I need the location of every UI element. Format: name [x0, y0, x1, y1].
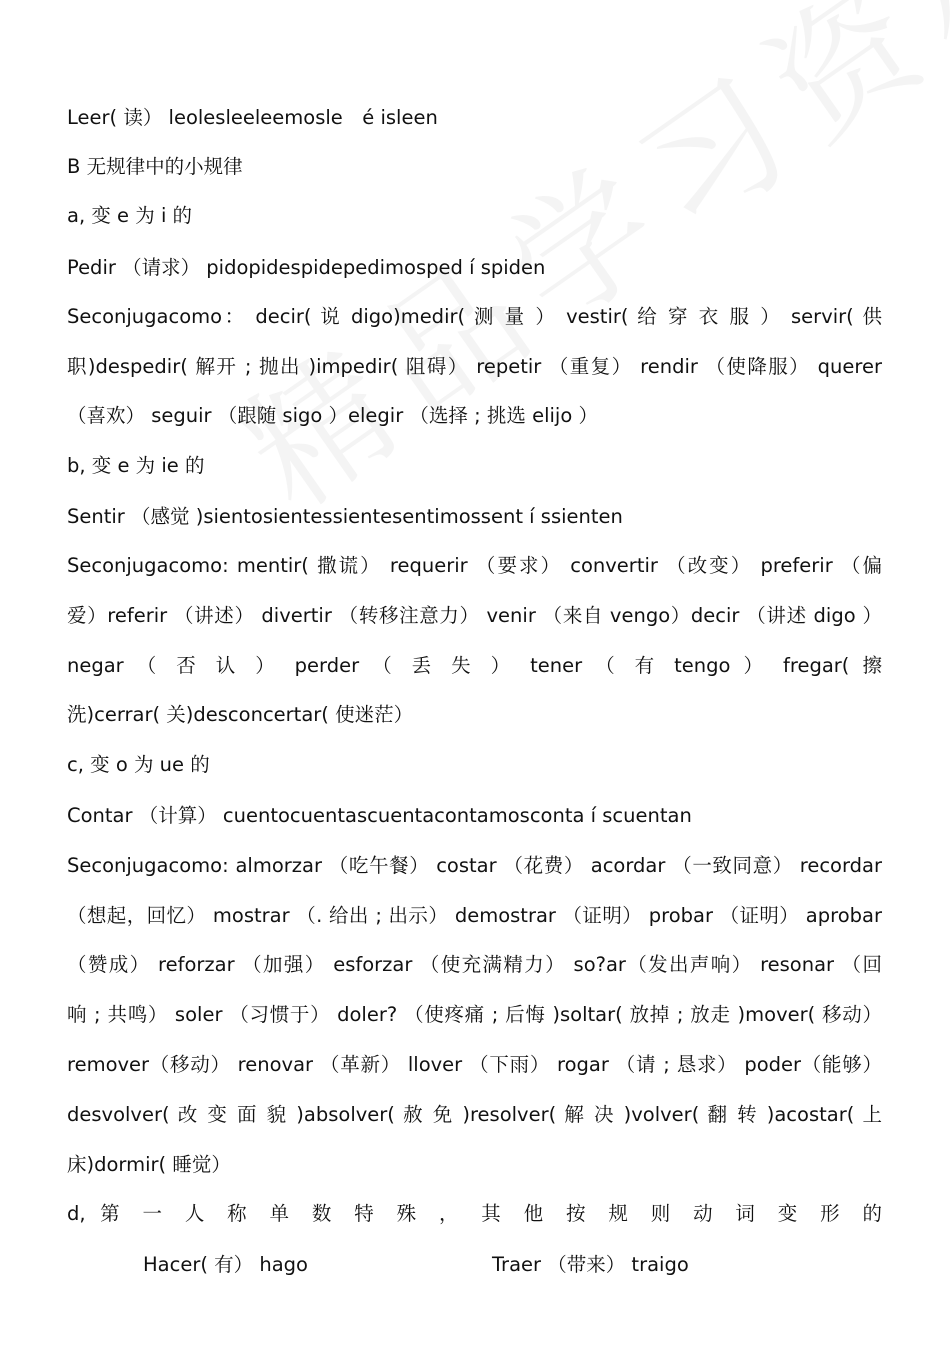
conjugate-list-b-line-3: negar （ 否 认 ） perder （ 丢 失 ） tener （ 有 tengo ） fregar( 擦 [67, 654, 882, 677]
verb-leer-line: Leer( 读） leolesleeleemosle é isleen [67, 106, 438, 129]
conjugate-list-c-line-4: 响 ; 共鸣） soler （习惯于） doler? （使疼痛 ; 后悔 )soltar( 放掉 ; 放走 )mover( 移动） [67, 1003, 882, 1026]
example-traer: Traer （带来） traigo [492, 1253, 689, 1276]
conjugate-list-c-line-3: （赞成） reforzar （加强） esforzar （使充满精力） so?ar（发出声响） resonar （回 [67, 953, 882, 976]
verb-contar-line: Contar （计算） cuentocuentascuentacontamosconta í scuentan [67, 804, 692, 827]
conjugate-list-b-line-2: 爱）referir （讲述） divertir （转移注意力） venir （来自 vengo）decir （讲述 digo ） [67, 604, 882, 627]
conjugate-list-a-line-3: （喜欢） seguir （跟随 sigo ）elegir （选择 ; 挑选 elijo ） [67, 404, 598, 427]
subsection-heading-b: b, 变 e 为 ie 的 [67, 454, 205, 477]
subsection-heading-d: d, 第 一 人 称 单 数 特 殊 ， 其 他 按 规 则 动 词 变 形 的 [67, 1202, 882, 1225]
section-heading-b: B 无规律中的小规律 [67, 155, 243, 178]
verb-pedir-line: Pedir （请求） pidopidespidepedimosped í spiden [67, 256, 546, 279]
conjugate-list-c-line-2: （想起，回忆） mostrar （. 给出 ; 出示） demostrar （证明） probar （证明） aprobar [67, 904, 882, 927]
subsection-heading-a: a, 变 e 为 i 的 [67, 204, 193, 227]
verb-sentir-line: Sentir （感觉 )sientosientessientesentimossent í ssienten [67, 505, 623, 528]
conjugate-list-c-line-1: Seconjugacomo: almorzar （吃午餐） costar （花费） acordar （一致同意） recordar [67, 854, 882, 877]
subsection-heading-c: c, 变 o 为 ue 的 [67, 753, 210, 776]
example-hacer: Hacer( 有） hago [143, 1253, 308, 1276]
conjugate-list-a-line-1: Seconjugacomo： decir( 说 digo)medir( 测 量 ） vestir( 给 穿 衣 服 ） servir( 供 [67, 305, 883, 328]
conjugate-list-c-line-7: 床)dormir( 睡觉） [67, 1153, 231, 1176]
conjugate-list-b-line-4: 洗)cerrar( 关)desconcertar( 使迷茫） [67, 703, 414, 726]
conjugate-list-c-line-6: desvolver( 改 变 面 貌 )absolver( 赦 免 )resolver( 解 决 )volver( 翻 转 )acostar( 上 [67, 1103, 882, 1126]
conjugate-list-c-line-5: remover（移动） renovar （革新） llover （下雨） rogar （请 ; 恳求） poder（能够） [67, 1053, 882, 1076]
conjugate-list-a-line-2: 职)despedir( 解开 ; 抛出 )impedir( 阻碍） repetir （重复） rendir （使降服） querer [67, 355, 882, 378]
conjugate-list-b-line-1: Seconjugacomo: mentir( 撒谎） requerir （要求） convertir （改变） preferir （偏 [67, 554, 882, 577]
